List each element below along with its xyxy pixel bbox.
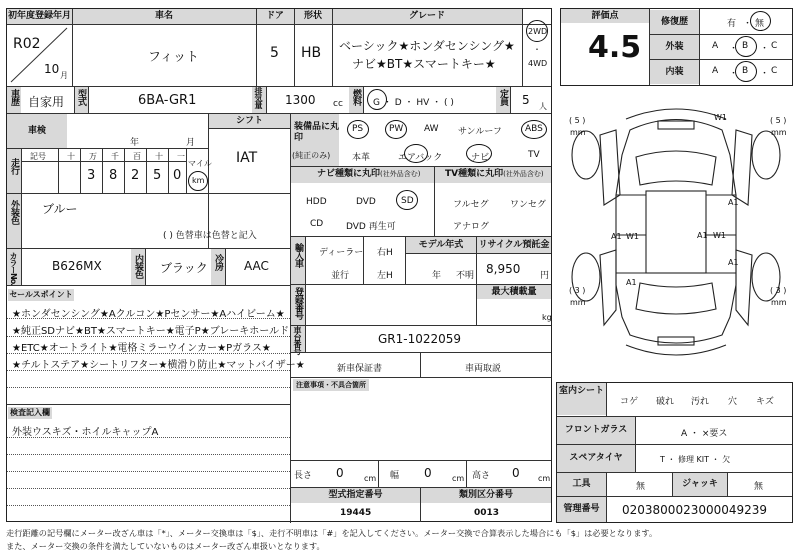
- shape-header: 形状: [294, 9, 332, 24]
- equip-pw: PW: [389, 124, 404, 134]
- color-no: B626MX: [52, 259, 102, 273]
- door-count: 5: [270, 45, 279, 61]
- fuel-label: 燃料: [351, 89, 361, 105]
- tv-type-label: TV種類に丸印(社外品含む): [435, 167, 551, 183]
- navi-type-label: ナビ種類に丸印(社外品含む): [291, 167, 434, 183]
- color-label: 外装色: [9, 200, 19, 224]
- mileage-header-5: 十: [155, 152, 163, 161]
- first-reg-header: 初年度登録年月: [7, 9, 72, 24]
- fuel-options: G ・ D ・ HV ・ ( ): [373, 98, 454, 108]
- exterior-color: ブルー: [42, 202, 78, 216]
- first-reg-year: R02: [13, 36, 41, 52]
- scale-5-right: ( 5 ): [770, 116, 787, 125]
- tools-value: 無: [636, 482, 646, 492]
- model-code: 6BA-GR1: [138, 93, 197, 108]
- footer-line-1: 走行距離の記号欄にメーター改ざん車は「*」、メーター交換車は「$」、走行不明車は「#」を記入してください。メーター交換で合算表示した場合にも「$」は必要となります。: [6, 528, 658, 538]
- tv-analog: アナログ: [453, 222, 490, 232]
- interior-color-label: 内装色: [133, 254, 143, 278]
- model-year-label: モデル年式: [406, 237, 476, 253]
- recycle-label: リサイクル預託金: [477, 237, 551, 253]
- mileage-digit-2: 8: [109, 168, 118, 183]
- capacity-label: 定員: [498, 89, 508, 105]
- equip-aw: AW: [424, 124, 439, 134]
- mileage-header-4: 百: [133, 152, 141, 161]
- equip-ps: PS: [352, 124, 364, 134]
- registration-label: 登録番号: [293, 287, 303, 319]
- sales-points-label: セールスポイント: [9, 290, 73, 299]
- drive-4wd: 4WD: [528, 59, 548, 68]
- mileage-header-3: 千: [111, 152, 119, 161]
- diag-w1-left-bottom: W1: [626, 232, 639, 241]
- tv-oneseg: ワンセグ: [510, 200, 547, 210]
- mileage-header-6: 一: [177, 152, 185, 161]
- interior-b: B: [742, 66, 749, 76]
- seat-burn: コゲ: [620, 397, 639, 407]
- shift-value: IAT: [236, 150, 258, 166]
- equipment-label: 装備品に丸印: [294, 122, 340, 143]
- model-year-unit: 年: [432, 271, 442, 281]
- navi-hdd: HDD: [306, 197, 327, 207]
- grade-line1: ベーシック★ホンダセンシング★: [339, 39, 515, 53]
- class-label: 類別区分番号: [421, 488, 551, 503]
- diag-w1-right: W1: [713, 231, 726, 240]
- notes-label: 注意事項・不具合箇所: [293, 379, 369, 391]
- scale-mm-right-2: mm: [771, 298, 787, 307]
- glass-label: フロントガラス: [557, 417, 635, 444]
- car-name: フィット: [148, 50, 199, 65]
- mileage-digit-1: 3: [87, 168, 96, 183]
- seat-dirt: 汚れ: [691, 397, 710, 407]
- ac-label: 冷房: [213, 254, 223, 270]
- inspection-month: 月: [186, 138, 196, 148]
- max-load-label: 最大積載量: [477, 285, 551, 299]
- inspector-text: 外装ウスキズ・ホイルキャップA: [12, 427, 159, 438]
- equip-abs: ABS: [525, 124, 543, 134]
- navi-sd: SD: [401, 196, 414, 206]
- width-value: 0: [424, 466, 432, 480]
- exterior-label: 外装: [650, 35, 699, 59]
- exterior-c: C: [771, 41, 778, 51]
- import-label: 輸入車: [293, 243, 303, 267]
- shift-label: シフト: [209, 114, 290, 128]
- equip-tv: TV: [528, 150, 540, 160]
- max-load-unit: kg: [542, 313, 552, 322]
- scale-5-left: ( 5 ): [569, 116, 586, 125]
- diag-a1-bottom: A1: [626, 278, 637, 287]
- cc-unit: cc: [333, 99, 343, 109]
- management-label: 管理番号: [557, 497, 606, 522]
- scale-3-right: ( 3 ): [770, 286, 787, 295]
- inspection-year: 年: [130, 138, 140, 148]
- spare-value: T ・ 修理 KIT ・ 欠: [660, 455, 731, 464]
- scale-mm-left: mm: [570, 128, 586, 137]
- km-unit: km: [192, 176, 205, 185]
- scale-mm-right: mm: [771, 128, 787, 137]
- repair-label: 修復歴: [650, 10, 699, 34]
- mileage-header-0: 記号: [30, 152, 46, 161]
- glass-value: A ・ ×要ス: [681, 429, 728, 439]
- exterior-dot1: ・: [729, 44, 739, 54]
- model-year-unknown: 不明: [456, 271, 475, 281]
- diag-a1-right-upper: A1: [728, 198, 739, 207]
- score-label: 評価点: [561, 9, 649, 23]
- seat-tear: 破れ: [656, 397, 675, 407]
- chassis-label: 車台番号: [293, 326, 302, 354]
- width-unit: cm: [452, 474, 465, 483]
- grade-line2: ナビ★BT★スマートキー★: [352, 57, 496, 71]
- body-shape: HB: [301, 45, 322, 61]
- equip-navi: ナビ: [471, 153, 490, 163]
- repair-no: 無: [755, 19, 765, 29]
- manual-label: 車両取説: [465, 364, 502, 374]
- color-no-label: カラーNo.: [9, 252, 18, 286]
- capacity-unit: 人: [539, 102, 547, 111]
- interior-c: C: [771, 66, 778, 76]
- height-unit: cm: [538, 474, 551, 483]
- navi-dvd: DVD: [356, 197, 376, 207]
- sales-point-line-3: ★ETC★オートライト★電格ミラーウインカー★Pガラス★: [12, 343, 271, 354]
- designation-number: 19445: [340, 508, 372, 518]
- inspection-label: 車検: [7, 114, 67, 148]
- sales-point-line-1: ★ホンダセンシング★Aクルコン★Pセンサー★Aハイビーム★: [12, 309, 285, 320]
- month-unit: 月: [60, 71, 68, 80]
- interior-color: ブラック: [160, 261, 208, 275]
- class-number: 0013: [474, 508, 500, 518]
- drive-2wd: 2WD: [528, 27, 548, 36]
- exterior-b: B: [742, 41, 749, 51]
- mileage-digit-3: 2: [131, 168, 140, 183]
- mileage-header-1: 十: [67, 152, 75, 161]
- car-name-header: 車名: [72, 9, 256, 24]
- seat-hole: 穴: [728, 397, 738, 407]
- warranty-label: 新車保証書: [337, 364, 383, 374]
- diag-a1-left-bottom: A1: [611, 232, 622, 241]
- seat-label: 室内シート: [557, 383, 606, 415]
- import-right: 右H: [377, 248, 393, 258]
- chassis-number: GR1-1022059: [378, 332, 462, 346]
- displacement: 1300: [285, 93, 316, 107]
- length-value: 0: [336, 466, 344, 480]
- sales-point-line-2: ★純正SDナビ★BT★スマートキー★電子P★ブレーキホールド: [12, 326, 290, 337]
- interior-dot2: ・: [760, 69, 770, 79]
- capacity: 5: [522, 93, 530, 107]
- car-category: 自家用: [28, 95, 65, 109]
- interior-a: A: [712, 66, 719, 76]
- designation-label: 型式指定番号: [291, 488, 420, 503]
- first-reg-month: 10: [44, 62, 60, 76]
- recycle-yen: 円: [540, 271, 550, 281]
- management-number: 0203800023000049239: [622, 503, 768, 517]
- displacement-label: 排気量: [254, 87, 263, 108]
- height-value: 0: [512, 466, 520, 480]
- repair-yes: 有: [727, 19, 737, 29]
- seat-scratch: キズ: [756, 397, 774, 407]
- footer-line-2: また、メーター交換の条件を満たしていないものはメーター改ざん車扱いとなります。: [6, 541, 325, 551]
- import-parallel: 並行: [331, 271, 350, 281]
- mileage-label: 走行: [9, 158, 19, 174]
- spare-label: スペアタイヤ: [557, 445, 635, 472]
- drive-dot: ・: [533, 45, 541, 54]
- equip-sunroof: サンルーフ: [458, 127, 502, 137]
- tools-label: 工具: [557, 473, 606, 496]
- door-header: ドア: [256, 9, 294, 24]
- navi-cd: CD: [310, 219, 324, 229]
- interior-label: 内装: [650, 60, 699, 84]
- jack-value: 無: [754, 482, 764, 492]
- mileage-digit-5: 0: [173, 168, 182, 183]
- equip-airbag: エアバック: [398, 153, 443, 163]
- recycle-value: 8,950: [486, 262, 521, 276]
- inspector-label: 検査記入欄: [10, 408, 50, 417]
- length-label: 長さ: [294, 471, 313, 481]
- diag-a1-right-bottom: A1: [728, 258, 739, 267]
- scale-mm-left-2: mm: [570, 298, 586, 307]
- diag-a1-right-mid: A1: [697, 231, 708, 240]
- sales-point-line-4: ★チルトステア★シートリフター★横滑り防止★マットバイザー★: [12, 360, 305, 371]
- scale-3-left: ( 3 ): [569, 286, 586, 295]
- length-unit: cm: [364, 474, 377, 483]
- mile-unit: マイル: [188, 159, 212, 168]
- color-change-note: ( ) 色替車は色替と記入: [163, 231, 257, 241]
- exterior-a: A: [712, 41, 719, 51]
- equipment-sub: (純正のみ): [292, 151, 331, 160]
- jack-label: ジャッキ: [673, 473, 727, 496]
- car-damage-diagram: [560, 95, 793, 370]
- mileage-header-2: 万: [89, 152, 97, 161]
- mileage-digit-4: 5: [153, 168, 162, 183]
- tv-fullseg: フルセグ: [453, 200, 489, 210]
- grade-header: グレード: [332, 9, 522, 24]
- equip-leather: 本革: [352, 153, 371, 163]
- interior-dot1: ・: [729, 69, 739, 79]
- navi-dvd-playable: DVD 再生可: [346, 222, 396, 232]
- import-left: 左H: [377, 271, 393, 281]
- exterior-dot2: ・: [760, 44, 770, 54]
- height-label: 高さ: [472, 471, 491, 481]
- ac-value: AAC: [244, 259, 269, 273]
- diag-w1-top: W1: [714, 113, 727, 122]
- category-label-text: 車歴: [9, 89, 19, 105]
- repair-dot: ・: [743, 19, 753, 29]
- score-value: 4.5: [588, 30, 642, 65]
- model-label: 型式: [76, 89, 86, 105]
- import-dealer: ディーラー: [319, 248, 364, 258]
- width-label: 幅: [390, 471, 400, 481]
